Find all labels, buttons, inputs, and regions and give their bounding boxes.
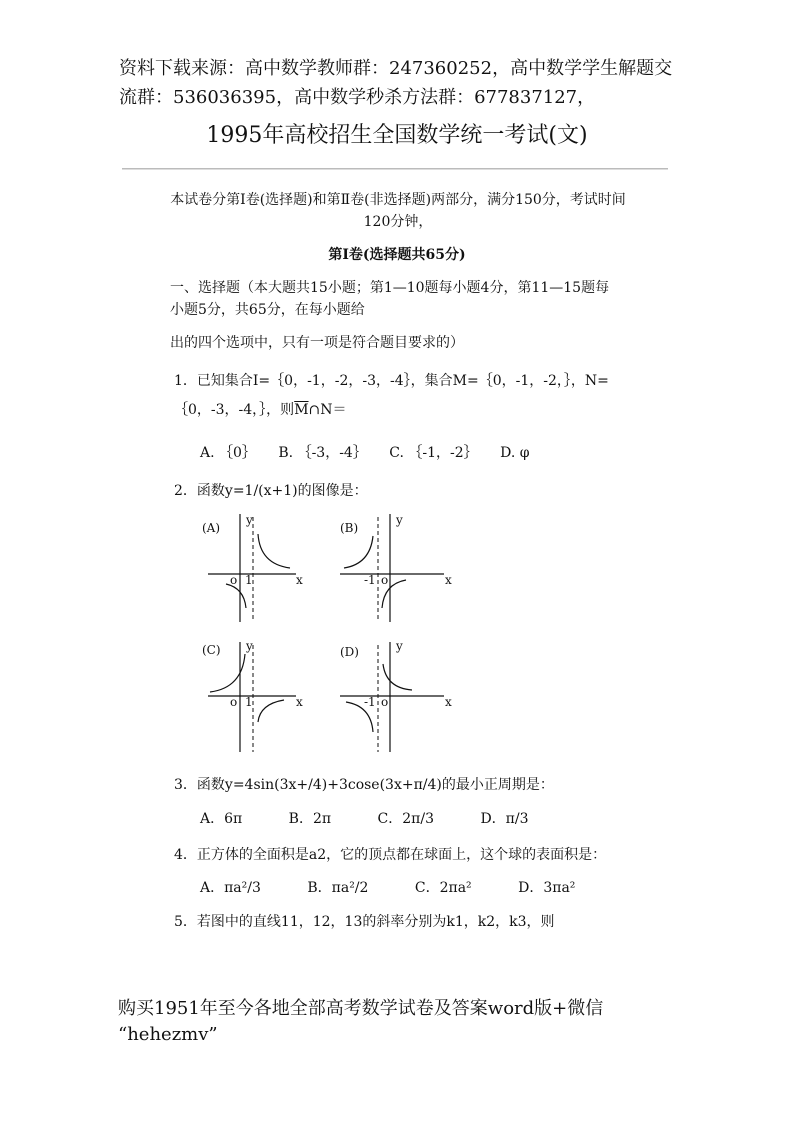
graph-b-label: (B) xyxy=(340,521,359,535)
graph-d-x-label: x xyxy=(445,695,452,709)
instructions xyxy=(170,277,680,321)
q1-line2-prefix: ｛0，-3，-4，｝，则 xyxy=(174,402,295,418)
q1-option-b: B. ｛-3，-4｝ xyxy=(278,445,367,461)
graph-a-y-label: y xyxy=(246,513,253,527)
footer-line-2: “hehezmv” xyxy=(118,1024,218,1045)
graph-a-x-label: x xyxy=(296,573,303,587)
graph-b xyxy=(336,512,456,622)
header-line-1: 资料下载来源：高中数学教师群：247360252，高中数学学生解题交 xyxy=(119,58,673,79)
q4-option-b: B．πa²/2 xyxy=(307,880,369,896)
graph-c-label: (C) xyxy=(202,643,221,657)
question-5-stem: 5．若图中的直线11，12，13的斜率分别为k1，k2，k3，则 xyxy=(174,914,555,930)
question-1-line-1: 1．已知集合I=｛0，-1，-2，-3，-4｝，集合M=｛0，-1，-2，｝，N= xyxy=(174,373,609,389)
q3-option-a: A．6π xyxy=(200,811,243,827)
exam-intro xyxy=(112,189,684,233)
question-2-stem: 2．函数y=1/(x+1)的图像是： xyxy=(174,483,368,499)
footer-line-1: 购买1951年至今各地全部高考数学试卷及答案word版+微信 xyxy=(118,998,604,1019)
q3-option-c: C．2π/3 xyxy=(377,811,434,827)
graph-a-tick: 1 xyxy=(245,573,253,587)
intro-line-2: 120分钟， xyxy=(363,214,433,230)
graph-b-curve-left xyxy=(344,536,373,568)
graph-a xyxy=(198,512,308,622)
graph-d xyxy=(336,640,456,752)
graph-c-x-label: x xyxy=(296,695,303,709)
instructions-line-3: 出的四个选项中，只有一项是符合题目要求的） xyxy=(170,335,464,351)
graph-c xyxy=(198,640,308,752)
graph-c-origin: o xyxy=(230,695,238,709)
q4-option-d: D．3πa² xyxy=(518,880,576,896)
q1-option-a: A. ｛0｝ xyxy=(200,445,256,461)
graph-d-curve-right xyxy=(383,664,412,690)
q1-line2-suffix: ∩N＝ xyxy=(308,402,347,418)
question-3-options xyxy=(200,808,547,830)
graph-c-y-label: y xyxy=(246,639,253,653)
q1-option-d: D. φ xyxy=(500,445,530,461)
graph-b-origin: o xyxy=(381,573,389,587)
graph-b-y-label: y xyxy=(396,513,403,527)
title-divider xyxy=(122,168,668,170)
question-4-options xyxy=(200,877,593,899)
graph-a-curve-left xyxy=(226,584,246,608)
intro-line-1: 本试卷分第Ⅰ卷(选择题)和第Ⅱ卷(非选择题)两部分，满分150分，考试时间 xyxy=(170,192,626,208)
header-line-2: 流群：536036395，高中数学秒杀方法群：677837127， xyxy=(119,87,596,108)
question-3-stem: 3．函数y=4sin(3x+/4)+3cose(3x+π/4)的最小正周期是： xyxy=(174,777,554,793)
page-title: 1995年高校招生全国数学统一考试(文) xyxy=(206,123,588,148)
q4-option-c: C．2πa² xyxy=(414,880,472,896)
graph-c-tick: 1 xyxy=(245,695,253,709)
instructions-line-2: 小题5分，共65分，在每小题给 xyxy=(170,302,365,318)
graph-a-label: (A) xyxy=(202,521,221,535)
instructions-line-1: 一、选择题（本大题共15小题；第1—10题每小题4分，第11—15题每 xyxy=(170,280,610,296)
graph-a-curve-right xyxy=(258,534,290,568)
graph-d-tick: -1 xyxy=(364,695,376,709)
q3-option-d: D．π/3 xyxy=(480,811,529,827)
q1-option-c: C. ｛-1，-2｝ xyxy=(389,445,478,461)
question-1-line-2 xyxy=(174,399,347,421)
source-header xyxy=(119,54,689,112)
section-title: 第Ⅰ卷(选择题共65分) xyxy=(328,247,466,263)
graph-b-tick: -1 xyxy=(364,573,376,587)
q3-option-b: B．2π xyxy=(288,811,332,827)
q1-complement-m: $\overline{M}$ xyxy=(294,402,309,418)
graph-b-x-label: x xyxy=(445,573,452,587)
purchase-footer xyxy=(118,996,678,1048)
question-1-options xyxy=(200,442,548,464)
graph-d-label: (D) xyxy=(340,645,359,659)
graph-c-curve-right xyxy=(258,700,284,722)
graph-d-y-label: y xyxy=(396,639,403,653)
q4-option-a: A．πa²/3 xyxy=(200,880,261,896)
graph-a-origin: o xyxy=(230,573,238,587)
graph-d-origin: o xyxy=(381,695,389,709)
question-4-stem: 4．正方体的全面积是a2，它的顶点都在球面上，这个球的表面积是： xyxy=(174,847,607,863)
